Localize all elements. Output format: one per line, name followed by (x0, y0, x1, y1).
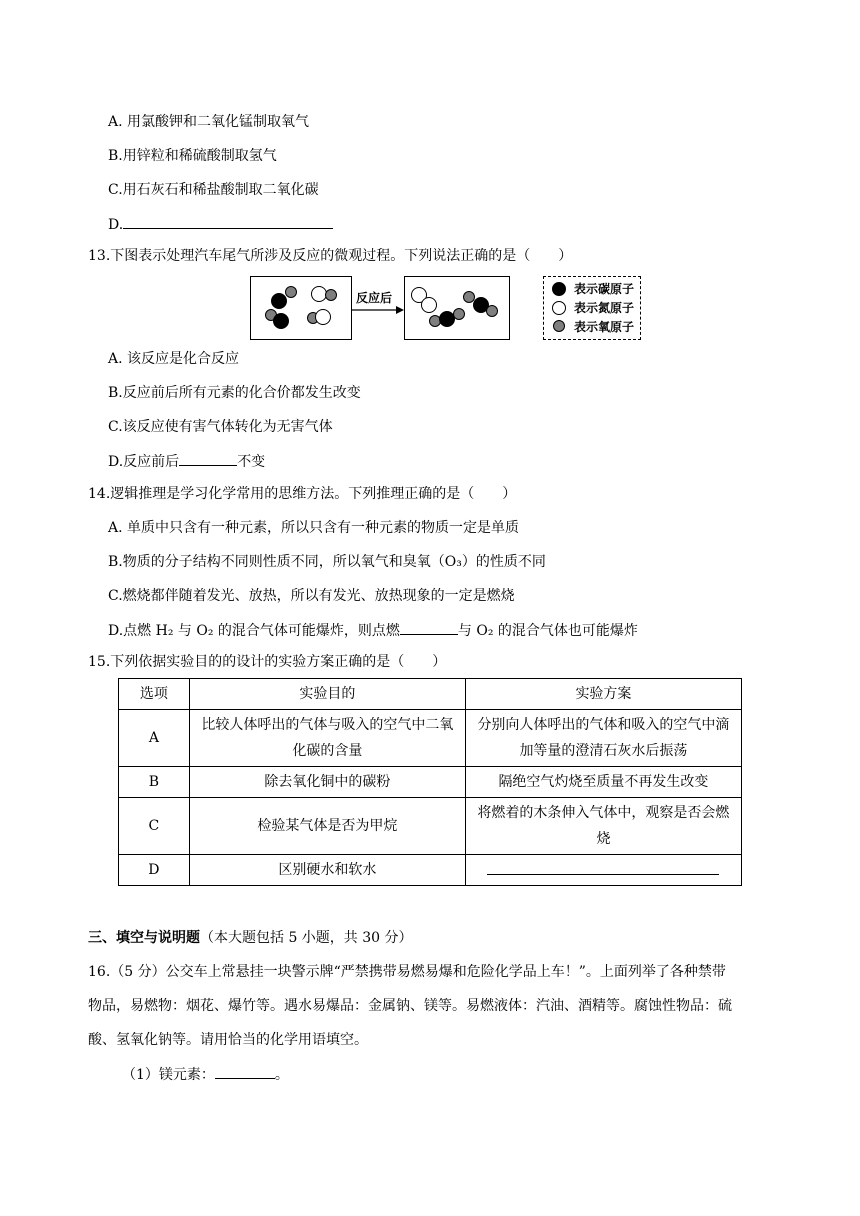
experiment-table (118, 678, 742, 886)
table-row (119, 798, 742, 855)
header-option: 选项 (119, 679, 190, 710)
table-row (119, 855, 742, 886)
table-row (119, 710, 742, 767)
after-reaction-box (404, 276, 510, 340)
q12-option-b: B.用锌粒和稀硫酸制取氢气 (108, 148, 277, 164)
row-goal: 比较人体呼出的气体与吸入的空气中二氧化碳的含量 (189, 710, 465, 767)
q12-option-c: C.用石灰石和稀盐酸制取二氧化碳 (108, 182, 319, 198)
row-plan: 将燃着的木条伸入气体中，观察是否会燃烧 (465, 798, 741, 855)
row-goal: 检验某气体是否为甲烷 (189, 798, 465, 855)
answer-blank[interactable] (215, 1064, 275, 1079)
q13-option-c: C.该反应使有害气体转化为无害气体 (108, 419, 333, 435)
oxygen-atom (453, 308, 465, 320)
q14-option-d-part1: D.点燃 H₂ 与 O₂ 的混合气体可能爆炸，则点燃 (108, 623, 400, 639)
row-option: C (119, 798, 190, 855)
legend-label: 表示碳原子 (574, 282, 635, 296)
carbon-atom (552, 282, 566, 296)
carbon-atom (271, 293, 287, 309)
q13-option-b: B.反应前后所有元素的化合价都发生改变 (108, 385, 361, 401)
q14-option-c: C.燃烧都伴随着发光、放热，所以有发光、放热现象的一定是燃烧 (108, 588, 515, 604)
row-goal: 除去氧化铜中的碳粉 (189, 767, 465, 798)
section-3-title: 三、填空与说明题 (88, 930, 200, 946)
q12-option-d-label: D. (108, 217, 124, 233)
header-goal: 实验目的 (189, 679, 465, 710)
arrow-label: 反应后 (356, 291, 393, 305)
row-plan: 隔绝空气灼烧至质量不再发生改变 (465, 767, 741, 798)
legend-label: 表示氧原子 (574, 320, 635, 334)
row-option: A (119, 710, 190, 767)
q13-option-d-pre: D.反应前后 (108, 454, 180, 470)
q13-option-d (108, 451, 265, 472)
q13-option-d-post: 不变 (237, 454, 266, 470)
legend-label: 表示氮原子 (574, 301, 635, 315)
q16-sub-1 (122, 1064, 289, 1085)
row-plan: 分别向人体呼出的气体和吸入的空气中滴加等量的澄清石灰水后振荡 (465, 710, 741, 767)
oxygen-atom (325, 289, 337, 301)
q14-option-d-part2: 与 O₂ 的混合气体也可能爆炸 (457, 623, 638, 639)
header-plan: 实验方案 (465, 679, 741, 710)
answer-blank[interactable] (400, 620, 458, 635)
carbon-atom (273, 313, 289, 329)
q14-option-d (108, 620, 638, 641)
q16-line-2: 物品，易燃物：烟花、爆竹等。遇水易爆品：金属钠、镁等。易燃液体：汽油、酒精等。腐蚀性物品：硫 (88, 998, 732, 1014)
q15-stem: 15.下列依据实验目的的设计的实验方案正确的是（ ） (88, 654, 447, 670)
q13-option-a: A. 该反应是化合反应 (108, 351, 240, 367)
q16-sub-1-end: 。 (274, 1067, 289, 1083)
q13-stem: 13.下图表示处理汽车尾气所涉及反应的微观过程。下列说法正确的是（ ） (88, 248, 573, 264)
q16-line-1: 16.（5 分）公交车上常悬挂一块警示牌“严禁携带易燃易爆和危险化学品上车！”。上面列举了各种禁带 (88, 964, 726, 980)
q14-option-a: A. 单质中只含有一种元素，所以只含有一种元素的物质一定是单质 (108, 520, 520, 536)
answer-blank[interactable] (179, 451, 237, 466)
row-goal: 区别硬水和软水 (189, 855, 465, 886)
answer-blank[interactable] (487, 860, 719, 875)
arrow-right-icon (350, 304, 406, 316)
oxygen-atom (285, 286, 297, 298)
answer-blank[interactable] (123, 214, 333, 229)
table-header-row (119, 679, 742, 710)
oxygen-atom (553, 320, 565, 332)
table-row (119, 767, 742, 798)
oxygen-atom (486, 305, 498, 317)
q16-line-3: 酸、氢氧化钠等。请用恰当的化学用语填空。 (88, 1032, 368, 1048)
section-3-heading (88, 928, 413, 948)
q16-sub-1-label: （1）镁元素： (122, 1067, 215, 1083)
nitrogen-atom (315, 309, 331, 325)
section-3-note: （本大题包括 5 小题，共 30 分） (200, 930, 413, 946)
q14-option-b: B.物质的分子结构不同则性质不同，所以氧气和臭氧（O₃）的性质不同 (108, 554, 546, 570)
q14-stem: 14.逻辑推理是学习化学常用的思维方法。下列推理正确的是（ ） (88, 486, 517, 502)
nitrogen-atom (421, 297, 437, 313)
row-option: D (119, 855, 190, 886)
nitrogen-atom (552, 301, 566, 315)
before-reaction-box (250, 276, 352, 340)
q12-option-a: A. 用氯酸钾和二氧化锰制取氧气 (108, 114, 310, 130)
q12-option-d (108, 214, 333, 235)
atom-legend (543, 276, 641, 340)
row-option: B (119, 767, 190, 798)
row-plan (465, 855, 741, 886)
